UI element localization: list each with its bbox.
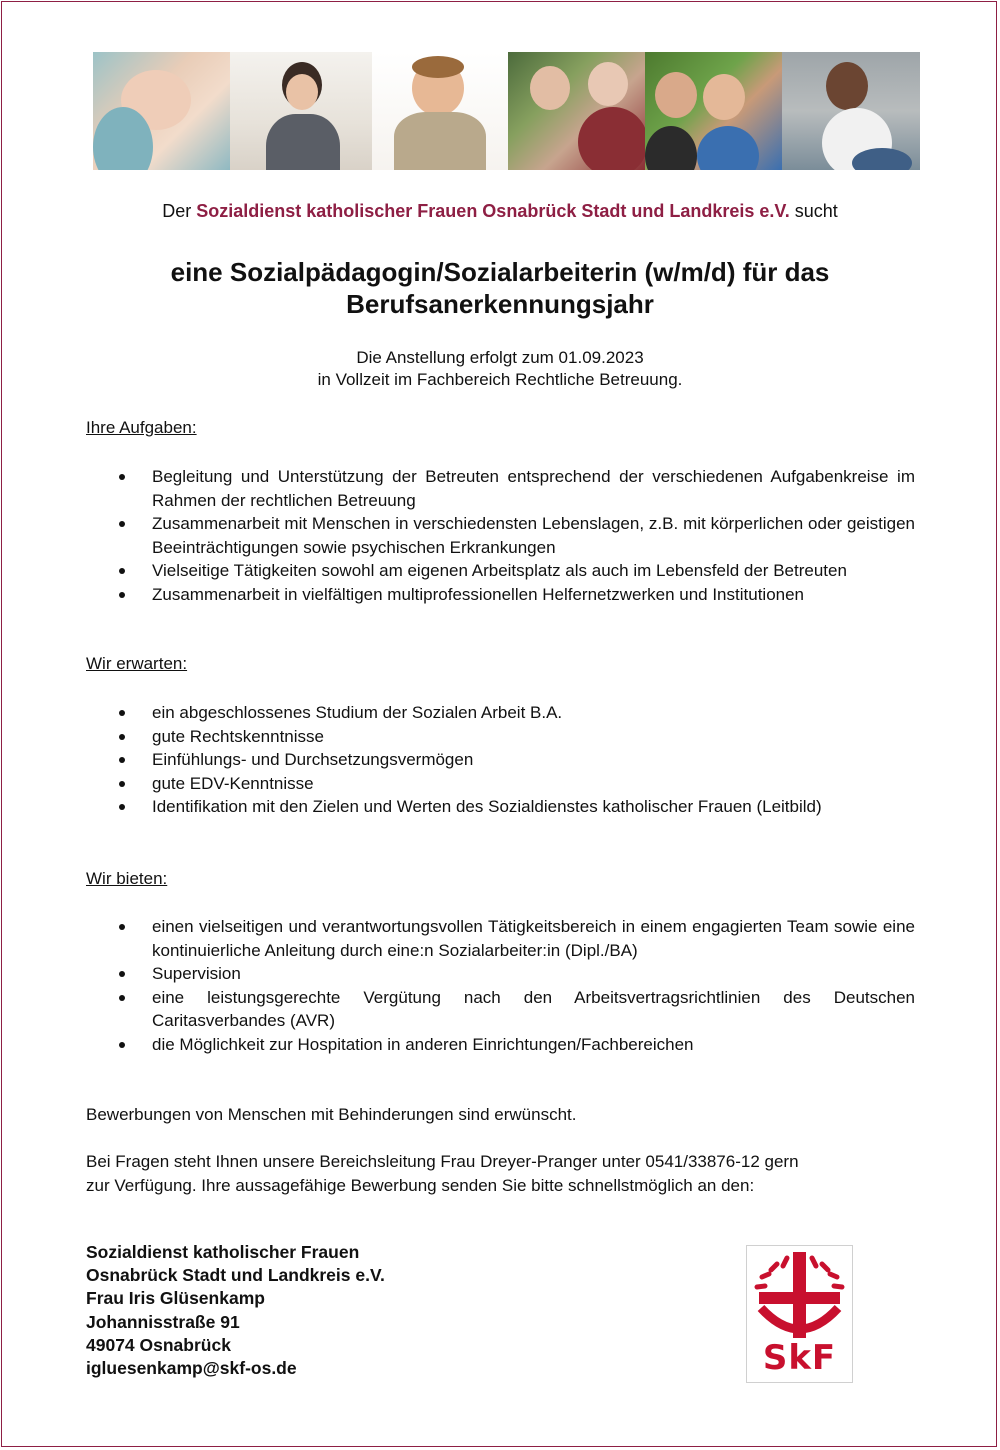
offers-list: [86, 915, 915, 1056]
list-item: Vielseitige Tätigkeiten sowohl am eigenen Arbeitsplatz als auch im Lebensfeld der Betreuten: [86, 559, 915, 583]
postal-address: [86, 1241, 385, 1380]
disability-note: Bewerbungen von Menschen mit Behinderungen sind erwünscht.: [86, 1105, 577, 1124]
list-item: eine leistungsgerechte Vergütung nach den Arbeitsvertragsrichtlinien des Deutschen Caritasverbandes (AVR): [86, 986, 915, 1033]
photo-banner: [93, 52, 920, 170]
photo-baby: [93, 52, 230, 170]
job-title: [0, 256, 1000, 320]
organization-name: Sozialdienst katholischer Frauen Osnabrück Stadt und Landkreis e.V.: [196, 201, 790, 221]
list-item: ein abgeschlossenes Studium der Sozialen Arbeit B.A.: [86, 701, 915, 725]
employment-scope: in Vollzeit im Fachbereich Rechtliche Betreuung.: [317, 370, 683, 389]
address-org-line2: Osnabrück Stadt und Landkreis e.V.: [86, 1265, 385, 1286]
address-org-line1: Sozialdienst katholischer Frauen: [86, 1242, 360, 1262]
section-title-expectations: Wir erwarten:: [86, 654, 188, 673]
job-title-line2: Berufsanerkennungsjahr: [346, 289, 654, 319]
section-title-tasks: Ihre Aufgaben:: [86, 418, 197, 437]
list-item: Zusammenarbeit in vielfältigen multiprofessionellen Helfernetzwerken und Institutionen: [86, 583, 915, 607]
tasks-list: [86, 465, 915, 606]
logo-text: SkF: [762, 1338, 837, 1378]
address-street: Johannisstraße 91: [86, 1311, 240, 1332]
address-contact-person: Frau Iris Glüsenkamp: [86, 1288, 265, 1309]
photo-teenagers: [645, 52, 782, 170]
skf-logo: [746, 1245, 853, 1383]
photo-seniors: [508, 52, 645, 170]
list-item: Identifikation mit den Zielen und Werten des Sozialdienstes katholischer Frauen (Leitbild): [86, 795, 915, 819]
photo-counselor: [230, 52, 372, 170]
list-item: Begleitung und Unterstützung der Betreuten entsprechend der verschiedenen Aufgabenkreise im Rahmen der rechtlichen Betreuung: [86, 465, 915, 512]
intro-suffix: sucht: [794, 201, 838, 221]
photo-child: [372, 52, 508, 170]
list-item: gute EDV-Kenntnisse: [86, 772, 915, 796]
list-item: Einfühlungs- und Durchsetzungsvermögen: [86, 748, 915, 772]
list-item: gute Rechtskenntnisse: [86, 725, 915, 749]
list-item: Supervision: [86, 962, 915, 986]
photo-young-man: [782, 52, 920, 170]
contact-line2: zur Verfügung. Ihre aussagefähige Bewerbung senden Sie bitte schnellstmöglich an den:: [86, 1175, 755, 1195]
intro-prefix: Der: [162, 201, 192, 221]
list-item: einen vielseitigen und verantwortungsvollen Tätigkeitsbereich in einem engagierten Team sowie eine kontinuierliche Anleitung durch eine:n Sozialarbeiter:in (Dipl./BA): [86, 915, 915, 962]
expectations-list: [86, 701, 915, 819]
caritas-cross-icon: [747, 1246, 852, 1346]
address-email[interactable]: igluesenkamp@skf-os.de: [86, 1358, 297, 1379]
list-item: Zusammenarbeit mit Menschen in verschiedensten Lebenslagen, z.B. mit körperlichen oder geistigen Beeinträchtigungen sowie psychischen Erkrankungen: [86, 512, 915, 559]
contact-paragraph: [86, 1150, 926, 1197]
address-city: 49074 Osnabrück: [86, 1334, 231, 1355]
intro-line: [0, 201, 1000, 222]
list-item: die Möglichkeit zur Hospitation in anderen Einrichtungen/Fachbereichen: [86, 1033, 915, 1057]
contact-line1: Bei Fragen steht Ihnen unsere Bereichsleitung Frau Dreyer-Pranger unter 0541/33876-12 gern: [86, 1152, 799, 1171]
employment-start: Die Anstellung erfolgt zum 01.09.2023: [356, 348, 644, 367]
employment-info: [0, 347, 1000, 391]
job-title-line1: eine Sozialpädagogin/Sozialarbeiterin (w/m/d) für das: [170, 257, 830, 287]
section-title-offers: Wir bieten:: [86, 869, 168, 888]
